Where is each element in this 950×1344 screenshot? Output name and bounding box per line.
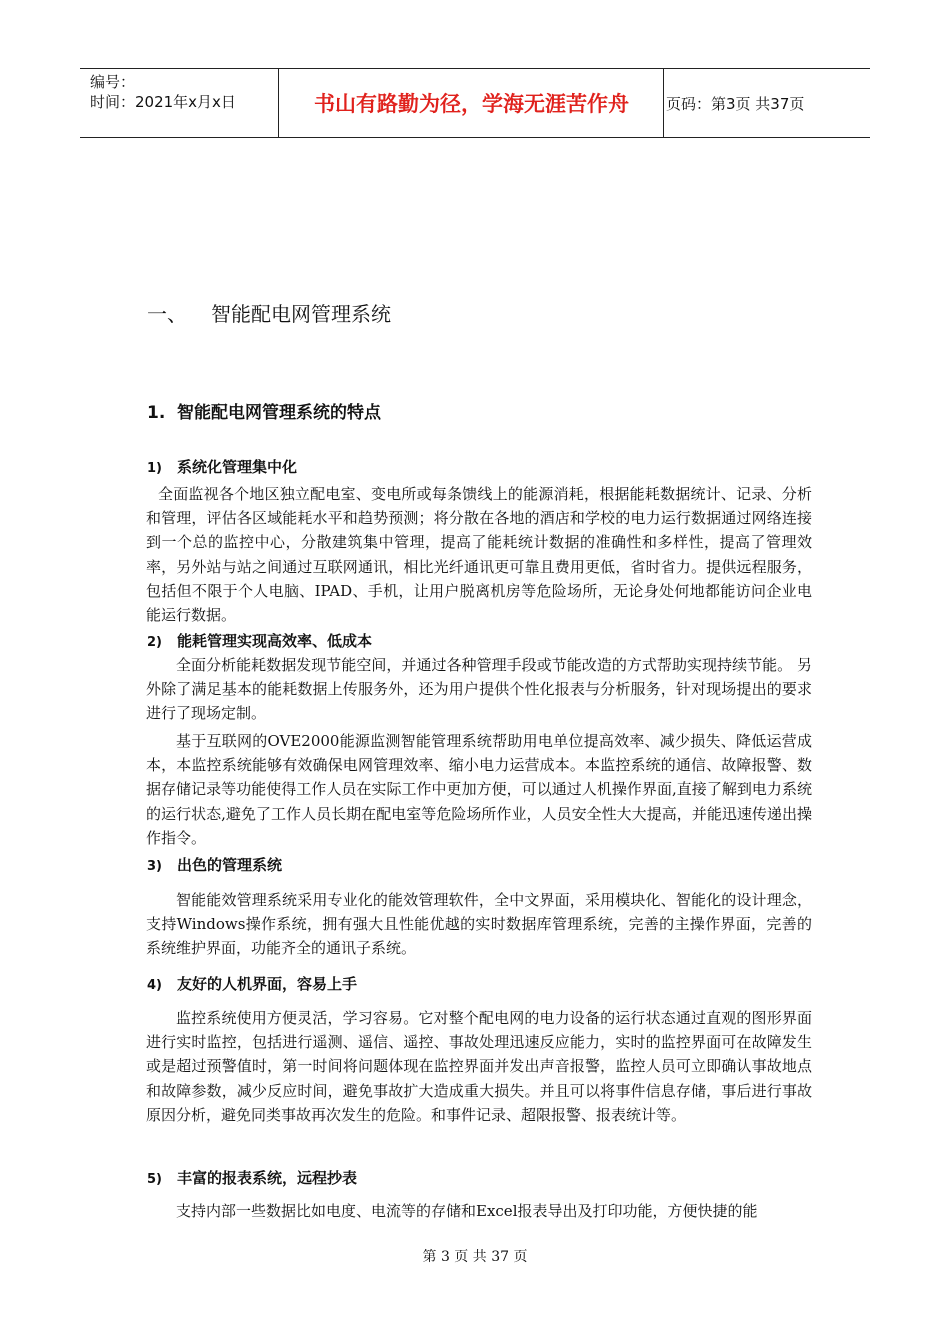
page-footer: 第 3 页 共 37 页 [422,1249,528,1265]
paragraph: 监控系统使用方便灵活，学习容易。它对整个配电网的电力设备的运行状态通过直观的图形界面进行实时监控，包括进行遥测、遥信、遥控、事故处理迅速反应能力，实时的监控界面可在故障发生或是超过预警值时，第一时间将问题体现在监控界面并发出声音报警，监控人员可立即确认事故地点和故障参数，减少反应时间，避免事故扩大造成重大损失。并且可以将事件信息存储，事后进行事故原因分析，避免同类事故再次发生的危险。和事件记录、超限报警、报表统计等。 [146,1009,812,1124]
paragraph: 支持内部一些数据比如电度、电流等的存储和Excel报表导出及打印功能，方便快捷的能 [176,1202,758,1220]
section-text: 智能配电网管理系统的特点 [177,403,381,423]
item-title: 出色的管理系统 [177,856,283,874]
item-number: 1) [147,461,162,476]
chapter-title [147,298,391,327]
item-title: 能耗管理实现高效率、低成本 [177,632,373,650]
item-heading-2 [147,630,372,651]
paragraph: 智能能效管理系统采用专业化的能效管理软件，全中文界面，采用模块化、智能化的设计理念，支持Windows操作系统，拥有强大且性能优越的实时数据库管理系统，完善的主操作界面，完善的系统维护界面，功能齐全的通讯子系统。 [146,891,812,958]
time-label: 时间：2021年x月x日 [90,93,236,111]
item-number: 5) [147,1172,162,1187]
header-page-info [664,69,870,137]
section-heading [147,398,381,423]
code-label: 编号： [90,73,136,91]
item-title: 丰富的报表系统，远程抄表 [177,1169,358,1187]
header-motto: 书山有路勤为径，学海无涯苦作舟 [280,69,664,137]
chapter-text: 智能配电网管理系统 [211,302,391,326]
page-info-text: 页码：第3页 共37页 [666,94,805,113]
page-header [80,68,870,138]
item-number: 4) [147,978,162,993]
section-number: 1. [147,403,166,423]
header-left-cell [80,69,279,137]
paragraph: 全面监视各个地区独立配电室、变电所或每条馈线上的能源消耗，根据能耗数据统计、记录、分析和管理，评估各区域能耗水平和趋势预测；将分散在各地的酒店和学校的电力运行数据通过网络连接到一个总的监控中心，分散建筑集中管理，提高了能耗统计数据的准确性和多样性，提高了管理效率，另外站与站之间通过互联网通讯，相比光纤通讯更可靠且费用更低，省时省力。提供远程服务，包括但不限于个人电脑、IPAD、手机，让用户脱离机房等危险场所，无论身处何地都能访问企业电能运行数据。 [146,485,812,625]
item-heading-3 [147,854,282,875]
item-number: 2) [147,635,162,650]
chapter-number: 一、 [147,302,187,326]
item-heading-5 [147,1167,357,1188]
item-title: 系统化管理集中化 [177,458,298,476]
item-heading-4 [147,973,357,994]
paragraph: 基于互联网的OVE2000能源监测智能管理系统帮助用电单位提高效率、减少损失、降低运营成本，本监控系统能够有效确保电网管理效率、缩小电力运营成本。本监控系统的通信、故障报警、数据存储记录等功能使得工作人员在实际工作中更加方便，可以通过人机操作界面,直接了解到电力系统的运行状态,避免了工作人员长期在配电室等危险场所作业，人员安全性大大提高，并能迅速传递出操作指令。 [146,732,812,847]
item-number: 3) [147,859,162,874]
item-heading-1 [147,456,297,477]
item-title: 友好的人机界面，容易上手 [177,975,358,993]
paragraph: 全面分析能耗数据发现节能空间，并通过各种管理手段或节能改造的方式帮助实现持续节能。 另外除了满足基本的能耗数据上传服务外，还为用户提供个性化报表与分析服务，针对现场提出的要求进行了现场定制。 [146,656,812,723]
